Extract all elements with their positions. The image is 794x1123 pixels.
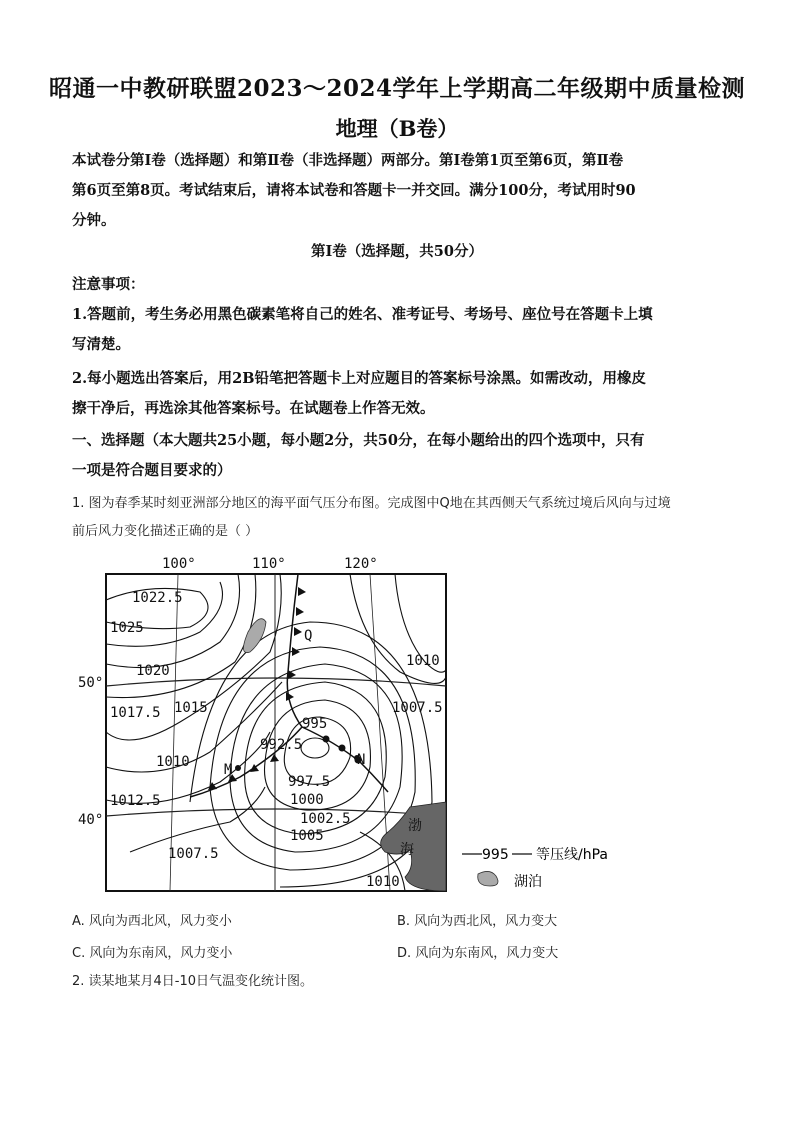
point-m-label: M bbox=[224, 762, 233, 778]
question-2-line-1: 2. 读某地某月4日-10日气温变化统计图。 bbox=[72, 974, 314, 989]
part-heading-line-1: 一、选择题（本大题共25小题，每小题2分，共50分，在每小题给出的四个选项中，只有 bbox=[72, 432, 645, 449]
lon-label-110: 110° bbox=[252, 556, 286, 572]
lat-label-50: 50° bbox=[78, 675, 104, 691]
isobar-label: 997.5 bbox=[288, 774, 331, 790]
lat-label-40: 40° bbox=[78, 812, 104, 828]
intro-line-1: 本试卷分第Ⅰ卷（选择题）和第Ⅱ卷（非选择题）两部分。第Ⅰ卷第1页至第6页，第Ⅱ卷 bbox=[72, 152, 624, 169]
isobar-label: 1012.5 bbox=[110, 793, 161, 809]
option-a: A. 风向为西北风，风力变小 bbox=[72, 914, 232, 929]
point-n-label: N bbox=[357, 752, 366, 768]
isobar-label: 1020 bbox=[136, 663, 170, 679]
cold-front-triangles bbox=[208, 587, 306, 790]
question-1-line-2: 前后风力变化描述正确的是（ ） bbox=[72, 524, 259, 539]
isobar-label: 992.5 bbox=[260, 737, 303, 753]
option-b: B. 风向为西北风，风力变大 bbox=[397, 914, 558, 929]
sea-char-1: 渤 bbox=[408, 818, 422, 834]
notes-heading: 注意事项： bbox=[72, 276, 145, 293]
lake-shape bbox=[243, 619, 266, 653]
isobar-label: 1007.5 bbox=[392, 700, 443, 716]
isobar-label: 1007.5 bbox=[168, 846, 219, 862]
option-d: D. 风向为东南风，风力变大 bbox=[397, 946, 559, 961]
question-1-line-1: 1. 图为春季某时刻亚洲部分地区的海平面气压分布图。完成图中Q地在其西侧天气系统过境后风向与过境 bbox=[72, 496, 671, 511]
lon-label-120: 120° bbox=[344, 556, 378, 572]
legend-isobar-text: 等压线/hPa bbox=[536, 847, 608, 863]
note-1-line-1: 1.答题前，考生务必用黑色碳素笔将自己的姓名、准考证号、考场号、座位号在答题卡上填 bbox=[72, 306, 653, 323]
section-heading: 第Ⅰ卷（选择题，共50分） bbox=[311, 243, 483, 260]
legend-lake-icon bbox=[478, 871, 498, 886]
intro-line-3: 分钟。 bbox=[72, 212, 116, 229]
isobar-label: 1005 bbox=[290, 828, 324, 844]
parallel-40 bbox=[106, 809, 446, 816]
point-q-label: Q bbox=[304, 628, 313, 644]
point-m-marker bbox=[235, 765, 241, 771]
cold-front bbox=[190, 574, 302, 797]
lon-label-100: 100° bbox=[162, 556, 196, 572]
isobar-label: 1010 bbox=[406, 653, 440, 669]
intro-line-2: 第6页至第8页。考试结束后，请将本试卷和答题卡一并交回。满分100分，考试用时90 bbox=[72, 182, 636, 199]
note-1-line-2: 写清楚。 bbox=[72, 336, 130, 353]
legend-isobar-value: 995 bbox=[482, 847, 509, 863]
isobar-label: 1002.5 bbox=[300, 811, 351, 827]
isobar-label: 1022.5 bbox=[132, 590, 183, 606]
isobar-label: 1015 bbox=[174, 700, 208, 716]
part-heading-line-2: 一项是符合题目要求的） bbox=[72, 462, 232, 479]
isobar-label: 1000 bbox=[290, 792, 324, 808]
sea-char-2: 海 bbox=[400, 842, 414, 858]
isobar-label: 1025 bbox=[110, 620, 144, 636]
exam-title: 昭通一中教研联盟2023～2024学年上学期高二年级期中质量检测 bbox=[48, 75, 746, 102]
isobar-label: 1010 bbox=[366, 874, 400, 890]
isobar-label: 1010 bbox=[156, 754, 190, 770]
pressure-map bbox=[70, 552, 640, 897]
exam-subtitle: 地理（B卷） bbox=[335, 116, 459, 141]
isobar-label: 995 bbox=[302, 716, 328, 732]
note-2-line-1: 2.每小题选出答案后，用2B铅笔把答题卡上对应题目的答案标号涂黑。如需改动，用橡皮 bbox=[72, 370, 646, 387]
note-2-line-2: 擦干净后，再选涂其他答案标号。在试题卷上作答无效。 bbox=[72, 400, 435, 417]
legend-lake-text: 湖泊 bbox=[514, 874, 542, 890]
isobar-label: 1017.5 bbox=[110, 705, 161, 721]
option-c: C. 风向为东南风，风力变小 bbox=[72, 946, 233, 961]
